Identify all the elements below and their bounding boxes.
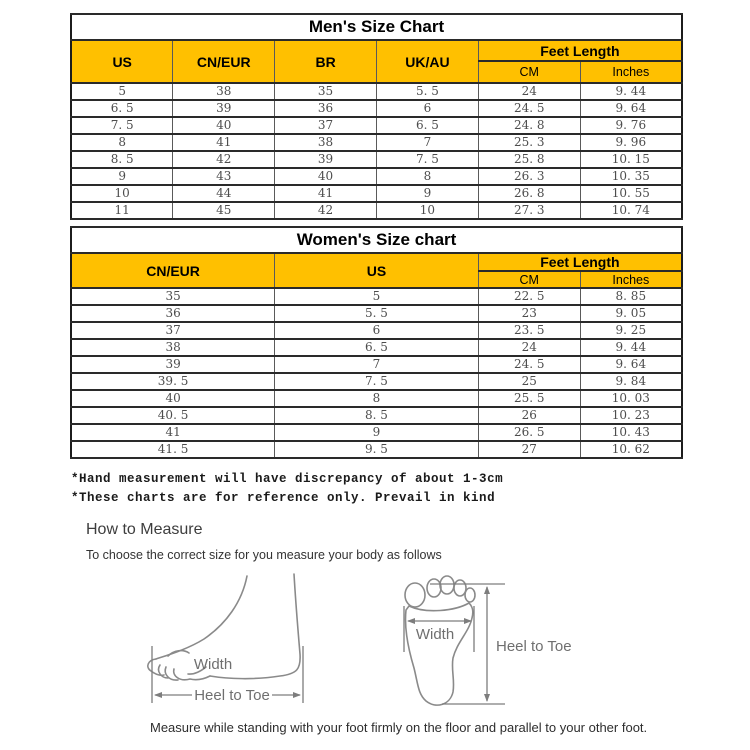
mens-size-table: [70, 13, 683, 220]
table-cell: 11: [71, 202, 173, 219]
table-cell: 6. 5: [376, 117, 478, 134]
table-cell: 39: [71, 356, 275, 373]
table-row: [71, 441, 682, 458]
table-row: [71, 322, 682, 339]
column-header-feet-length: Feet Length: [478, 40, 682, 61]
table-cell: 5: [275, 288, 479, 305]
side-view-width-label: Width: [193, 656, 233, 673]
table-row: [71, 168, 682, 185]
womens-size-table: [70, 226, 683, 459]
table-cell: 8. 5: [71, 151, 173, 168]
table-row: [71, 151, 682, 168]
table-cell: 9. 44: [580, 83, 682, 100]
table-cell: 24. 5: [478, 100, 580, 117]
table-cell: 10. 62: [580, 441, 682, 458]
table-cell: 39: [275, 151, 377, 168]
table-cell: 9. 64: [580, 356, 682, 373]
table-cell: 23. 5: [478, 322, 580, 339]
table-cell: 10. 43: [580, 424, 682, 441]
table-cell: 23: [478, 305, 580, 322]
womens-chart-title: Women's Size chart: [71, 227, 682, 253]
table-row: [71, 288, 682, 305]
womens-table-body: [71, 288, 682, 458]
table-cell: 38: [173, 83, 275, 100]
table-row: [71, 185, 682, 202]
table-cell: 9: [376, 185, 478, 202]
table-cell: 8. 5: [275, 407, 479, 424]
column-header-cn-eur: CN/EUR: [173, 40, 275, 83]
column-header-br: BR: [275, 40, 377, 83]
table-cell: 9. 5: [275, 441, 479, 458]
table-row: [71, 202, 682, 219]
table-cell: 9. 76: [580, 117, 682, 134]
table-cell: 25. 3: [478, 134, 580, 151]
table-cell: 35: [275, 83, 377, 100]
table-cell: 24. 8: [478, 117, 580, 134]
table-cell: 7: [275, 356, 479, 373]
table-cell: 8: [275, 390, 479, 407]
column-header-cm: CM: [478, 271, 580, 288]
table-cell: 5: [71, 83, 173, 100]
table-cell: 22. 5: [478, 288, 580, 305]
table-cell: 10: [376, 202, 478, 219]
table-cell: 38: [71, 339, 275, 356]
table-cell: 26. 8: [478, 185, 580, 202]
column-header-cm: CM: [478, 61, 580, 83]
table-cell: 45: [173, 202, 275, 219]
table-row: [71, 305, 682, 322]
table-cell: 9. 96: [580, 134, 682, 151]
table-cell: 25. 8: [478, 151, 580, 168]
table-cell: 36: [275, 100, 377, 117]
table-cell: 40: [71, 390, 275, 407]
table-cell: 9: [275, 424, 479, 441]
mens-table-body: [71, 83, 682, 219]
column-header-cn-eur: CN/EUR: [71, 253, 275, 288]
table-cell: 9. 44: [580, 339, 682, 356]
table-cell: 9. 84: [580, 373, 682, 390]
table-row: [71, 134, 682, 151]
table-cell: 27: [478, 441, 580, 458]
table-cell: 24: [478, 83, 580, 100]
table-cell: 9. 64: [580, 100, 682, 117]
top-view-heel-to-toe-label: Heel to Toe: [496, 638, 572, 655]
table-cell: 35: [71, 288, 275, 305]
table-row: [71, 407, 682, 424]
column-header-us: US: [71, 40, 173, 83]
footnotes: [71, 470, 750, 508]
column-header-uk-au: UK/AU: [376, 40, 478, 83]
table-cell: 7. 5: [275, 373, 479, 390]
side-view-heel-to-toe-label: Heel to Toe: [194, 687, 270, 704]
table-cell: 26. 5: [478, 424, 580, 441]
table-cell: 8: [71, 134, 173, 151]
table-row: [71, 390, 682, 407]
table-cell: 6. 5: [71, 100, 173, 117]
table-row: [71, 100, 682, 117]
table-cell: 40: [173, 117, 275, 134]
table-cell: 8. 85: [580, 288, 682, 305]
table-cell: 5. 5: [275, 305, 479, 322]
table-cell: 10: [71, 185, 173, 202]
measure-caption: Measure while standing with your foot firmly on the floor and parallel to your other foot.: [150, 720, 648, 735]
column-header-feet-length: Feet Length: [478, 253, 682, 271]
how-to-measure-subtitle: To choose the correct size for you measure your body as follows: [86, 548, 442, 562]
how-to-measure-heading: How to Measure: [86, 521, 203, 538]
table-row: [71, 339, 682, 356]
table-cell: 40. 5: [71, 407, 275, 424]
table-row: [71, 373, 682, 390]
table-cell: 44: [173, 185, 275, 202]
table-cell: 6. 5: [275, 339, 479, 356]
table-cell: 25. 5: [478, 390, 580, 407]
table-cell: 10. 15: [580, 151, 682, 168]
table-cell: 6: [275, 322, 479, 339]
table-cell: 41: [275, 185, 377, 202]
table-cell: 10. 55: [580, 185, 682, 202]
table-cell: 39: [173, 100, 275, 117]
table-cell: 24: [478, 339, 580, 356]
table-cell: 10. 23: [580, 407, 682, 424]
table-cell: 43: [173, 168, 275, 185]
table-cell: 42: [275, 202, 377, 219]
table-row: [71, 356, 682, 373]
table-cell: 9. 25: [580, 322, 682, 339]
table-cell: 26: [478, 407, 580, 424]
table-cell: 38: [275, 134, 377, 151]
table-row: [71, 424, 682, 441]
footnote-line: *Hand measurement will have discrepancy of about 1-3cm: [71, 472, 504, 486]
column-header-inches: Inches: [580, 271, 682, 288]
column-header-inches: Inches: [580, 61, 682, 83]
table-cell: 7. 5: [376, 151, 478, 168]
table-cell: 36: [71, 305, 275, 322]
foot-top-view-measure-lines: [404, 584, 505, 704]
table-cell: 9: [71, 168, 173, 185]
table-cell: 6: [376, 100, 478, 117]
table-cell: 7: [376, 134, 478, 151]
footnote-line: *These charts are for reference only. Prevail in kind: [71, 491, 496, 505]
table-cell: 41. 5: [71, 441, 275, 458]
measurement-diagrams: [130, 568, 750, 716]
table-cell: 10. 35: [580, 168, 682, 185]
table-cell: 39. 5: [71, 373, 275, 390]
table-cell: 37: [71, 322, 275, 339]
top-view-width-label: Width: [415, 626, 455, 643]
table-cell: 5. 5: [376, 83, 478, 100]
table-cell: 10. 74: [580, 202, 682, 219]
table-cell: 25: [478, 373, 580, 390]
table-cell: 7. 5: [71, 117, 173, 134]
table-cell: 27. 3: [478, 202, 580, 219]
table-cell: 41: [173, 134, 275, 151]
table-cell: 24. 5: [478, 356, 580, 373]
mens-chart-title: Men's Size Chart: [71, 14, 682, 40]
table-cell: 9. 05: [580, 305, 682, 322]
table-cell: 26. 3: [478, 168, 580, 185]
table-row: [71, 117, 682, 134]
column-header-us: US: [275, 253, 479, 288]
table-cell: 42: [173, 151, 275, 168]
table-cell: 40: [275, 168, 377, 185]
table-cell: 10. 03: [580, 390, 682, 407]
table-cell: 41: [71, 424, 275, 441]
table-cell: 8: [376, 168, 478, 185]
table-row: [71, 83, 682, 100]
table-cell: 37: [275, 117, 377, 134]
